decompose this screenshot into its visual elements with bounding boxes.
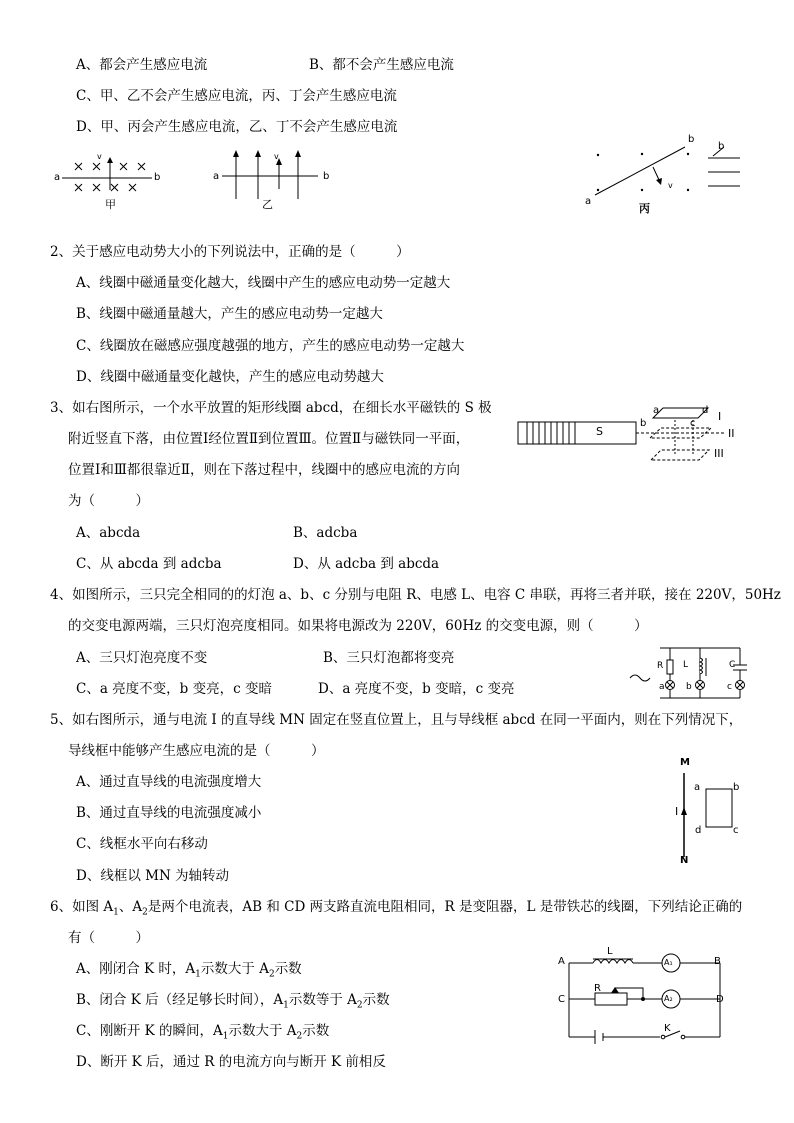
q5-option-b: B、通过直导线的电流强度减小 (76, 805, 262, 821)
fig-ammeter-a2-label: A₂ (664, 994, 673, 1003)
fig-loop-d-label: d (695, 825, 702, 836)
fig-jia-b-label: b (154, 172, 161, 183)
fig-magnet-s-label: S (596, 425, 603, 438)
q2-option-c: C、线圈放在磁感应强度越强的地方，产生的感应电动势一定越大 (76, 338, 465, 354)
q4-option-b: B、三只灯泡都将变亮 (323, 650, 455, 666)
q3-option-b: B、adcba (293, 525, 358, 541)
fig-wire-m-label: M (680, 757, 690, 768)
q6-stem-line1: 6、如图 $A_1$、$A_2$是两个电流表，AB 和 CD 两支路直流电阻相同，R 是变阻器，L 是带铁芯的线圈，下列结论正确的 (50, 899, 743, 918)
fig-node-d-label: D (716, 994, 724, 1005)
q4-stem-line2: 的交变电源两端，三只灯泡亮度相同。如果将电源改为 220V，60Hz 的交变电源，则（ ） (68, 618, 648, 634)
fig-position-2-label: II (728, 427, 735, 440)
q3-option-d: D、从 adcba 到 abcda (293, 556, 440, 572)
fig-rlc-c-label: C (729, 660, 736, 670)
fig-position-3-label: III (714, 447, 724, 460)
q1-option-c: C、甲、乙不会产生感应电流，丙、丁会产生感应电流 (76, 88, 397, 104)
q5-option-a: A、通过直导线的电流强度增大 (76, 774, 262, 790)
fig-yi-a-label: a (213, 171, 220, 182)
fig-wire-n-label: N (680, 855, 689, 866)
q4-stem-line1: 4、如图所示，三只完全相同的的灯泡 a、b、c 分别与电阻 R、电感 L、电容 C 串联，再将三者并联，接在 220V，50Hz (50, 587, 781, 603)
q5-option-c: C、线框水平向右移动 (76, 836, 208, 852)
figure-inductor-circuit (555, 945, 740, 1050)
fig-node-c-label: C (558, 994, 565, 1005)
q4-option-a: A、三只灯泡亮度不变 (76, 650, 208, 666)
q2-option-d: D、线圈中磁通量变化越快，产生的感应电动势越大 (76, 369, 384, 385)
q3-stem-line2: 附近竖直下落，由位置Ⅰ经位置Ⅱ到位置Ⅲ。位置Ⅱ与磁铁同一平面， (68, 431, 470, 447)
q6-option-a: A、刚闭合 K 时，$A_1$示数大于 $A_2$示数 (76, 961, 302, 980)
fig-jia-caption: 甲 (105, 198, 116, 211)
fig-switch-k-label: K (664, 1023, 671, 1034)
fig-bing-b2-label: b (718, 141, 725, 152)
fig-loop-c-label: c (733, 825, 739, 836)
q5-stem-line1: 5、如右图所示，通与电流 I 的直导线 MN 固定在竖直位置上，且与导线框 abcd 在同一平面内，则在下列情况下， (50, 712, 743, 728)
figure-rlc-circuit (620, 642, 760, 704)
fig-ammeter-a1-label: A₁ (664, 958, 673, 967)
fig-jia-v-label: v (97, 152, 102, 161)
fig-resistor-r-label: R (594, 983, 601, 994)
fig-yi-b-label: b (323, 171, 330, 182)
q1-option-b: B、都不会产生感应电流 (309, 57, 454, 73)
q3-stem-line3: 位置Ⅰ和Ⅲ都很靠近Ⅱ，则在下落过程中，线圈中的感应电流的方向 (68, 462, 461, 478)
q6-stem-line2: 有（ ） (68, 930, 149, 946)
fig-rlc-a-label: a (659, 682, 665, 692)
fig-rlc-r-label: R (657, 661, 664, 671)
q3-stem-line4: 为（ ） (68, 493, 149, 509)
q6-option-c: C、刚断开 K 的瞬间，$A_1$示数大于 $A_2$示数 (76, 1023, 330, 1042)
fig-coil-c-label: c (690, 418, 696, 429)
q3-stem-line1: 3、如右图所示，一个水平放置的矩形线圈 abcd，在细长水平磁铁的 S 极 (50, 400, 492, 416)
fig-node-b-label: B (714, 956, 721, 967)
fig-position-1-label: I (718, 410, 722, 423)
q2-option-a: A、线圈中磁通量变化越大，线圈中产生的感应电动势一定越大 (76, 275, 451, 291)
q3-option-a: A、abcda (76, 525, 141, 541)
fig-rlc-c-bulb-label: c (727, 682, 732, 692)
fig-coil-d-label: d (702, 405, 709, 416)
q5-stem-line2: 导线框中能够产生感应电流的是（ ） (68, 743, 325, 759)
fig-rlc-l-label: L (683, 660, 689, 670)
fig-yi-v-label: v (274, 152, 279, 161)
fig-coil-a-label: a (653, 405, 660, 416)
fig-node-a-label: A (558, 956, 565, 967)
fig-bing-v-label: v (668, 181, 673, 190)
q1-option-a: A、都会产生感应电流 (76, 57, 208, 73)
q2-option-b: B、线圈中磁通量越大，产生的感应电动势一定越大 (76, 306, 383, 322)
fig-loop-a-label: a (694, 782, 701, 793)
fig-wire-i-label: I (675, 805, 679, 818)
q6-option-b: B、闭合 K 后（经足够长时间），$A_1$示数等于 $A_2$示数 (76, 992, 390, 1011)
q1-option-d: D、甲、丙会产生感应电流，乙、丁不会产生感应电流 (76, 119, 398, 135)
fig-jia-a-label: a (54, 172, 61, 183)
fig-loop-b-label: b (733, 782, 740, 793)
fig-yi-caption: 乙 (262, 198, 273, 211)
figure-bing (580, 130, 750, 220)
q4-option-c: C、a 亮度不变，b 变亮，c 变暗 (76, 681, 272, 697)
fig-bing-b-label: b (688, 134, 695, 145)
figure-wire-loop (665, 755, 755, 870)
fig-inductor-l-label: L (607, 946, 613, 957)
q6-option-d: D、断开 K 后，通过 R 的电流方向与断开 K 前相反 (76, 1054, 386, 1070)
fig-bing-a-label: a (585, 196, 592, 207)
q3-option-c: C、从 abcda 到 adcba (76, 556, 222, 572)
q4-option-d: D、a 亮度不变，b 变暗，c 变亮 (318, 681, 515, 697)
fig-bing-caption: 丙 (639, 202, 650, 215)
q5-option-d: D、线框以 MN 为轴转动 (76, 868, 230, 884)
q2-stem: 2、关于感应电动势大小的下列说法中，正确的是（ ） (50, 244, 410, 260)
fig-rlc-b-label: b (686, 682, 692, 692)
fig-coil-b-label: b (640, 418, 647, 429)
